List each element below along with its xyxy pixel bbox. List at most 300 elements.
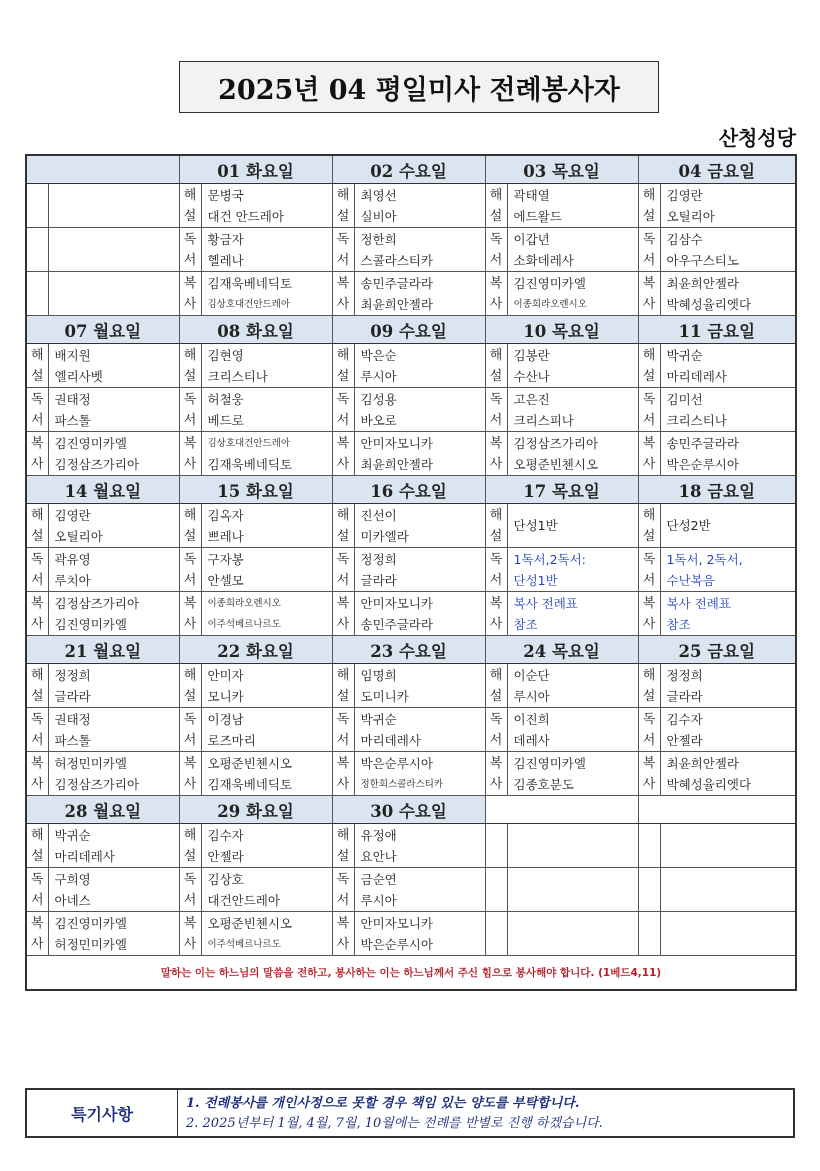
name-line: 헬레나	[207, 252, 244, 268]
role-label	[332, 708, 354, 752]
role-char: 독	[489, 231, 503, 247]
role-label	[332, 504, 354, 548]
role-char: 복	[336, 755, 350, 771]
name-line: 문병국	[207, 187, 244, 203]
role-char: 사	[489, 456, 503, 472]
assignee-cell	[660, 548, 796, 592]
role-char: 독	[642, 551, 656, 567]
name-line: 김진영미카엘	[54, 915, 127, 931]
role-char: 서	[183, 412, 197, 428]
role-char: 복	[183, 755, 197, 771]
name-line: 크리스티나	[207, 368, 268, 384]
name-line: 이경남	[207, 711, 244, 727]
role-char: 복	[642, 595, 656, 611]
notes-line-1: 1. 전례봉사를 개인사정으로 못할 경우 책임 있는 양도를 부탁합니다.	[186, 1096, 580, 1111]
day-header: 07 월요일	[26, 316, 179, 344]
role-row-reader	[26, 388, 796, 432]
role-label	[485, 912, 507, 956]
name-line: 김진영미카엘	[54, 616, 127, 632]
name-line: 박혜성율리엣다	[666, 776, 752, 792]
role-char: 서	[489, 732, 503, 748]
day-header: 01 화요일	[179, 155, 332, 184]
role-char: 복	[30, 435, 44, 451]
name-line: 이종희라오렌시오	[513, 298, 587, 310]
assignee-cell	[354, 344, 485, 388]
name-line: 정정희	[666, 667, 703, 683]
role-label	[179, 824, 201, 868]
role-label	[332, 432, 354, 476]
role-char: 설	[30, 528, 44, 544]
role-row-server	[26, 272, 796, 316]
week-header-row	[26, 155, 796, 184]
day-header	[26, 155, 179, 184]
name-line: 파스톨	[54, 412, 91, 428]
role-char: 해	[30, 507, 44, 523]
name-line: 안미자모니카	[360, 915, 433, 931]
name-line: 글라라	[666, 688, 703, 704]
name-line: 복사 전례표	[513, 595, 578, 611]
role-label	[638, 548, 660, 592]
assignee-cell	[507, 868, 638, 912]
week-header-row	[26, 316, 796, 344]
assignee-cell	[507, 592, 638, 636]
name-line: 단성1반	[513, 518, 558, 533]
name-line: 김상호대건안드레아	[207, 437, 291, 449]
name-line: 김영란	[54, 507, 91, 523]
name-line: 김성용	[360, 391, 397, 407]
role-char: 설	[489, 528, 503, 544]
role-label	[638, 708, 660, 752]
name-line: 데레사	[513, 732, 550, 748]
name-line: 대건안드레아	[207, 892, 280, 908]
day-header: 16 수요일	[332, 476, 485, 504]
role-char: 사	[336, 936, 350, 952]
name-line: 송민주글라라	[666, 435, 739, 451]
name-line: 크리스티나	[666, 412, 727, 428]
name-line: 허정민미카엘	[54, 936, 127, 952]
day-header: 24 목요일	[485, 636, 638, 664]
name-line: 임명희	[360, 667, 397, 683]
name-line: 박은순루시아	[360, 936, 433, 952]
role-char: 복	[336, 915, 350, 931]
assignee-cell	[507, 432, 638, 476]
assignee-cell	[660, 184, 796, 228]
assignee-cell	[354, 228, 485, 272]
assignee-cell	[507, 708, 638, 752]
role-char: 사	[336, 616, 350, 632]
role-char: 서	[30, 572, 44, 588]
role-label	[179, 228, 201, 272]
assignee-cell	[201, 272, 332, 316]
assignee-cell	[354, 708, 485, 752]
assignee-cell	[660, 228, 796, 272]
role-row-server	[26, 592, 796, 636]
day-header: 11 금요일	[638, 316, 796, 344]
day-header: 30 수요일	[332, 796, 485, 824]
role-char: 서	[489, 572, 503, 588]
role-char: 사	[642, 296, 656, 312]
role-label	[26, 388, 48, 432]
role-char: 서	[336, 412, 350, 428]
name-line: 최윤희안젤라	[666, 755, 739, 771]
role-label	[638, 344, 660, 388]
role-char: 독	[489, 551, 503, 567]
role-char: 독	[30, 551, 44, 567]
role-char: 독	[336, 551, 350, 567]
role-char: 설	[489, 208, 503, 224]
role-char: 사	[183, 616, 197, 632]
role-label	[332, 548, 354, 592]
role-char: 사	[30, 776, 44, 792]
name-line: 김재욱베네딕토	[207, 456, 293, 472]
name-line: 파스톨	[54, 732, 91, 748]
role-char: 사	[183, 456, 197, 472]
assignee-cell	[660, 912, 796, 956]
assignee-cell	[48, 868, 179, 912]
day-header: 29 화요일	[179, 796, 332, 824]
role-char: 복	[642, 275, 656, 291]
assignee-cell	[507, 228, 638, 272]
role-char: 서	[336, 572, 350, 588]
assignee-cell	[354, 592, 485, 636]
role-char: 복	[183, 595, 197, 611]
role-char: 해	[336, 347, 350, 363]
assignee-cell	[48, 752, 179, 796]
role-char: 서	[336, 892, 350, 908]
role-row-reader	[26, 868, 796, 912]
name-line: 구희영	[54, 871, 91, 887]
role-label	[332, 664, 354, 708]
role-char: 독	[642, 231, 656, 247]
role-label	[638, 388, 660, 432]
name-line: 김상호대건안드레아	[207, 298, 291, 310]
role-char: 복	[336, 435, 350, 451]
role-char: 해	[183, 347, 197, 363]
assignee-cell	[660, 752, 796, 796]
assignee-cell	[660, 432, 796, 476]
name-line: 배지원	[54, 347, 91, 363]
assignee-cell	[507, 752, 638, 796]
assignee-cell	[201, 184, 332, 228]
name-line: 유정애	[360, 827, 397, 843]
role-char: 서	[30, 892, 44, 908]
name-line: 이순단	[513, 667, 550, 683]
assignee-cell	[507, 548, 638, 592]
role-char: 설	[30, 368, 44, 384]
name-line: 안미자모니카	[360, 595, 433, 611]
assignee-cell	[354, 824, 485, 868]
role-label	[26, 824, 48, 868]
role-char: 서	[183, 892, 197, 908]
role-char: 서	[30, 412, 44, 428]
name-line: 마리데레사	[360, 732, 421, 748]
day-header: 21 월요일	[26, 636, 179, 664]
name-line: 도미니카	[360, 688, 409, 704]
assignee-cell	[201, 432, 332, 476]
role-row-server	[26, 752, 796, 796]
day-header: 02 수요일	[332, 155, 485, 184]
name-line: 박귀순	[54, 827, 91, 843]
role-char: 독	[30, 711, 44, 727]
role-char: 독	[336, 391, 350, 407]
assignee-cell	[354, 868, 485, 912]
name-line: 안젤라	[666, 732, 703, 748]
name-line: 박혜성율리엣다	[666, 296, 752, 312]
role-char: 복	[489, 435, 503, 451]
role-char: 설	[642, 368, 656, 384]
role-char: 해	[336, 507, 350, 523]
assignee-cell	[48, 824, 179, 868]
role-char: 사	[489, 776, 503, 792]
role-char: 설	[183, 528, 197, 544]
name-line: 소화데레사	[513, 252, 574, 268]
name-line: 박은순루시아	[666, 456, 739, 472]
assignee-cell	[201, 388, 332, 432]
name-line: 수산나	[513, 368, 550, 384]
role-char: 독	[336, 871, 350, 887]
role-row-commentator	[26, 664, 796, 708]
role-label	[179, 344, 201, 388]
assignee-cell	[660, 664, 796, 708]
name-line: 1독서, 2독서,	[666, 551, 743, 567]
name-line: 마리데레사	[666, 368, 727, 384]
name-line: 이주석베르나르도	[207, 938, 281, 950]
assignee-cell	[507, 912, 638, 956]
assignee-cell	[660, 824, 796, 868]
role-char: 사	[183, 936, 197, 952]
day-header: 28 월요일	[26, 796, 179, 824]
name-line: 이종희라오렌시오	[207, 597, 281, 609]
role-label	[485, 664, 507, 708]
role-char: 설	[183, 368, 197, 384]
assignee-cell	[48, 548, 179, 592]
name-line: 단성2반	[666, 518, 711, 533]
role-row-server	[26, 912, 796, 956]
name-line: 참조	[513, 616, 538, 632]
name-line: 박귀순	[360, 711, 397, 727]
role-label	[26, 272, 48, 316]
assignee-cell	[507, 824, 638, 868]
name-line: 권태정	[54, 391, 91, 407]
name-line: 오틸리아	[666, 208, 715, 224]
day-header: 03 목요일	[485, 155, 638, 184]
name-line: 요안나	[360, 848, 397, 864]
day-header: 04 금요일	[638, 155, 796, 184]
assignee-cell	[48, 344, 179, 388]
assignee-cell	[48, 708, 179, 752]
name-line: 김수자	[666, 711, 703, 727]
name-line: 아우구스티노	[666, 252, 739, 268]
name-line: 엘리사벳	[54, 368, 103, 384]
role-char: 해	[30, 347, 44, 363]
day-header: 09 수요일	[332, 316, 485, 344]
role-char: 사	[30, 616, 44, 632]
role-char: 독	[336, 711, 350, 727]
role-char: 사	[183, 296, 197, 312]
role-label	[26, 548, 48, 592]
day-header	[485, 796, 638, 824]
name-line: 고은진	[513, 391, 550, 407]
role-char: 독	[642, 391, 656, 407]
role-char: 설	[183, 848, 197, 864]
name-line: 오틸리아	[54, 528, 103, 544]
role-char: 설	[336, 368, 350, 384]
role-char: 설	[336, 688, 350, 704]
name-line: 글라라	[54, 688, 91, 704]
notes-line-2: 2. 2025년부터 1월, 4월, 7월, 10월에는 전례를 반별로 진행 하겠습니다.	[186, 1116, 603, 1131]
assignee-cell	[660, 344, 796, 388]
name-line: 루시아	[360, 892, 397, 908]
assignee-cell	[201, 664, 332, 708]
role-label	[179, 592, 201, 636]
role-char: 설	[183, 688, 197, 704]
role-char: 복	[30, 595, 44, 611]
role-label	[638, 184, 660, 228]
name-line: 김정삼즈가리아	[54, 776, 140, 792]
assignee-cell	[660, 592, 796, 636]
assignee-cell	[354, 664, 485, 708]
name-line: 안미자모니카	[360, 435, 433, 451]
name-line: 김재욱베네딕토	[207, 776, 293, 792]
assignee-cell	[48, 664, 179, 708]
name-line: 송민주글라라	[360, 275, 433, 291]
role-char: 해	[183, 507, 197, 523]
role-char: 복	[642, 435, 656, 451]
role-label	[179, 912, 201, 956]
day-header: 08 화요일	[179, 316, 332, 344]
role-label	[485, 344, 507, 388]
role-char: 해	[489, 667, 503, 683]
role-char: 설	[336, 208, 350, 224]
role-char: 사	[489, 616, 503, 632]
role-char: 해	[642, 347, 656, 363]
role-char: 설	[489, 368, 503, 384]
name-line: 김영란	[666, 187, 703, 203]
role-label	[485, 432, 507, 476]
assignee-cell	[48, 228, 179, 272]
name-line: 정정희	[54, 667, 91, 683]
assignee-cell	[507, 504, 638, 548]
name-line: 박귀순	[666, 347, 703, 363]
role-char: 설	[30, 848, 44, 864]
assignee-cell	[354, 272, 485, 316]
assignee-cell	[354, 752, 485, 796]
role-char: 사	[336, 776, 350, 792]
name-line: 안셀모	[207, 572, 244, 588]
role-char: 복	[183, 915, 197, 931]
assignee-cell	[201, 824, 332, 868]
name-line: 바오로	[360, 412, 397, 428]
day-header: 22 화요일	[179, 636, 332, 664]
quote-row	[26, 956, 796, 991]
role-char: 사	[642, 776, 656, 792]
day-header: 15 화요일	[179, 476, 332, 504]
role-label	[179, 752, 201, 796]
role-char: 서	[336, 732, 350, 748]
name-line: 김삼수	[666, 231, 703, 247]
name-line: 모니카	[207, 688, 244, 704]
role-label	[26, 868, 48, 912]
assignee-cell	[507, 664, 638, 708]
name-line: 곽태열	[513, 187, 550, 203]
role-char: 해	[336, 827, 350, 843]
role-char: 서	[489, 252, 503, 268]
assignee-cell	[201, 504, 332, 548]
day-header: 17 목요일	[485, 476, 638, 504]
assignee-cell	[48, 432, 179, 476]
name-line: 오평준빈첸시오	[207, 915, 293, 931]
role-label	[179, 184, 201, 228]
page-title: 2025년 04 평일미사 전례봉사자	[179, 61, 659, 113]
name-line: 김옥자	[207, 507, 244, 523]
name-line: 실비아	[360, 208, 397, 224]
role-char: 해	[489, 347, 503, 363]
parish-name: 산청성당	[718, 126, 796, 150]
name-line: 글라라	[360, 572, 397, 588]
role-row-commentator	[26, 504, 796, 548]
name-line: 김정삼즈가리아	[513, 435, 599, 451]
role-char: 독	[489, 391, 503, 407]
role-char: 해	[183, 827, 197, 843]
assignee-cell	[48, 912, 179, 956]
name-line: 루시아	[360, 368, 397, 384]
role-char: 복	[489, 275, 503, 291]
role-label	[332, 272, 354, 316]
role-label	[26, 592, 48, 636]
assignee-cell	[660, 504, 796, 548]
name-line: 곽유영	[54, 551, 91, 567]
day-header: 23 수요일	[332, 636, 485, 664]
role-char: 설	[642, 688, 656, 704]
day-header: 10 목요일	[485, 316, 638, 344]
role-char: 복	[30, 755, 44, 771]
role-char: 독	[336, 231, 350, 247]
role-char: 해	[489, 187, 503, 203]
role-row-commentator	[26, 824, 796, 868]
role-char: 해	[183, 667, 197, 683]
assignee-cell	[354, 504, 485, 548]
name-line: 아네스	[54, 892, 91, 908]
assignee-cell	[201, 752, 332, 796]
role-char: 복	[30, 915, 44, 931]
role-char: 사	[30, 456, 44, 472]
name-line: 황금자	[207, 231, 244, 247]
role-char: 복	[183, 435, 197, 451]
role-char: 복	[489, 595, 503, 611]
name-line: 최윤희안젤라	[666, 275, 739, 291]
role-label	[638, 272, 660, 316]
role-char: 사	[642, 616, 656, 632]
role-char: 해	[489, 507, 503, 523]
role-label	[332, 228, 354, 272]
name-line: 김봉란	[513, 347, 550, 363]
role-row-reader	[26, 708, 796, 752]
assignee-cell	[354, 912, 485, 956]
role-label	[332, 868, 354, 912]
name-line: 박은순	[360, 347, 397, 363]
role-label	[485, 592, 507, 636]
assignee-cell	[201, 228, 332, 272]
role-char: 독	[642, 711, 656, 727]
role-char: 사	[30, 936, 44, 952]
role-char: 독	[183, 231, 197, 247]
name-line: 루치아	[54, 572, 91, 588]
assignee-cell	[660, 868, 796, 912]
name-line: 오평준빈첸시오	[513, 456, 599, 472]
name-line: 1독서,2독서:	[513, 551, 586, 567]
role-label	[26, 912, 48, 956]
role-label	[332, 912, 354, 956]
